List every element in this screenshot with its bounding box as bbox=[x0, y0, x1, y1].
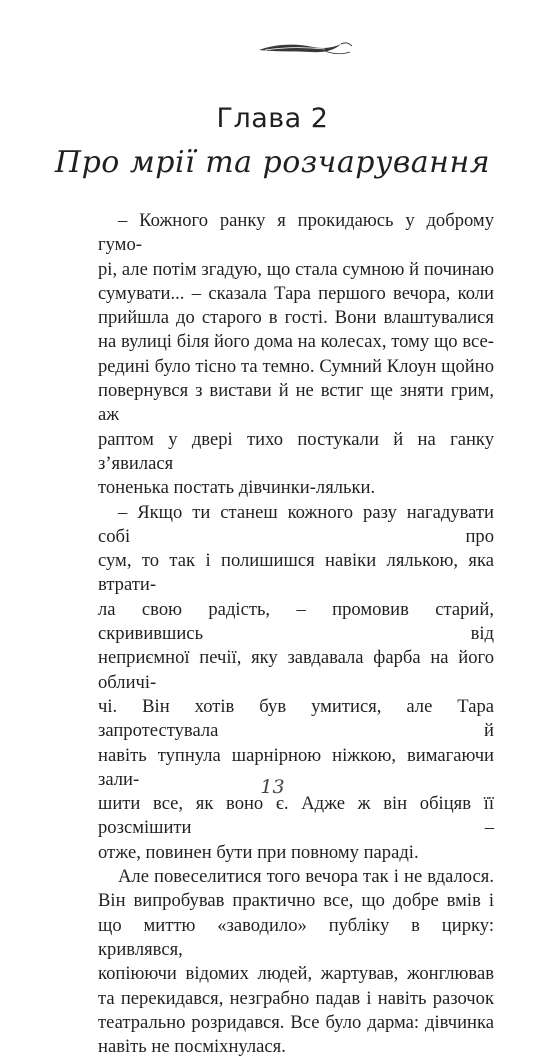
text-line: театрально розридався. Все було дарма: дівчинка bbox=[98, 1011, 494, 1033]
text-line: навіть тупнула шарнірною ніжкою, вимагаючи зали- bbox=[98, 744, 494, 790]
paragraph-3 bbox=[98, 865, 494, 1059]
text-line: – Кожного ранку я прокидаюсь у доброму гумо- bbox=[98, 210, 494, 256]
text-line: рі, але потім згадую, що стала сумною й починаю bbox=[98, 258, 494, 280]
text-line: копіюючи відомих людей, жартував, жонглював bbox=[98, 963, 494, 985]
text-line: що миттю «заводило» публіку в цирку: кривлявся, bbox=[98, 914, 494, 960]
text-line: тоненька постать дівчинки-ляльки. bbox=[98, 477, 376, 499]
paragraph-2 bbox=[98, 501, 494, 865]
text-line: раптом у двері тихо постукали й на ганку з’явилася bbox=[98, 428, 494, 474]
text-line: шити все, як воно є. Адже ж він обіцяв її розсмішити – bbox=[98, 793, 494, 839]
text-line: повернувся з вистави й не встиг ще зняти грим, аж bbox=[98, 380, 494, 426]
text-line: сумувати... – сказала Тара першого вечора, коли bbox=[98, 282, 494, 304]
text-line: сум, то так і полишишся навіки лялькою, яка втрати- bbox=[98, 550, 494, 596]
text-line: ла свою радість, – промовив старий, скривившись від bbox=[98, 598, 494, 645]
text-line: Він випробував практично все, що добре вмів і bbox=[98, 890, 494, 912]
paragraph-1 bbox=[98, 209, 494, 501]
text-line: чі. Він хотів був умитися, але Тара запротестувала й bbox=[98, 695, 494, 742]
feather-flourish-icon bbox=[255, 38, 355, 60]
page-number: 13 bbox=[260, 776, 285, 798]
chapter-title: Про мрії та розчарування bbox=[54, 145, 491, 180]
text-line: отже, повинен бути при повному параді. bbox=[98, 841, 419, 863]
chapter-number: Глава 2 bbox=[216, 103, 329, 134]
text-line: на вулиці біля його дома на колесах, тому що все- bbox=[98, 331, 494, 353]
text-line: редині було тісно та темно. Сумний Клоун щойно bbox=[98, 355, 494, 377]
text-line: – Якщо ти станеш кожного разу нагадувати собі про bbox=[98, 501, 494, 547]
text-line: неприємної печії, яку завдавала фарба на його обличі- bbox=[98, 647, 494, 693]
text-line: Але повеселитися того вечора так і не вдалося. bbox=[118, 866, 494, 888]
chapter-body bbox=[98, 209, 494, 1059]
text-line: та перекидався, незграбно падав і навіть разочок bbox=[98, 987, 494, 1009]
text-line: навіть не посміхнулася. bbox=[98, 1036, 286, 1058]
text-line: прийшла до старого в гості. Вони влаштувалися bbox=[98, 307, 494, 329]
